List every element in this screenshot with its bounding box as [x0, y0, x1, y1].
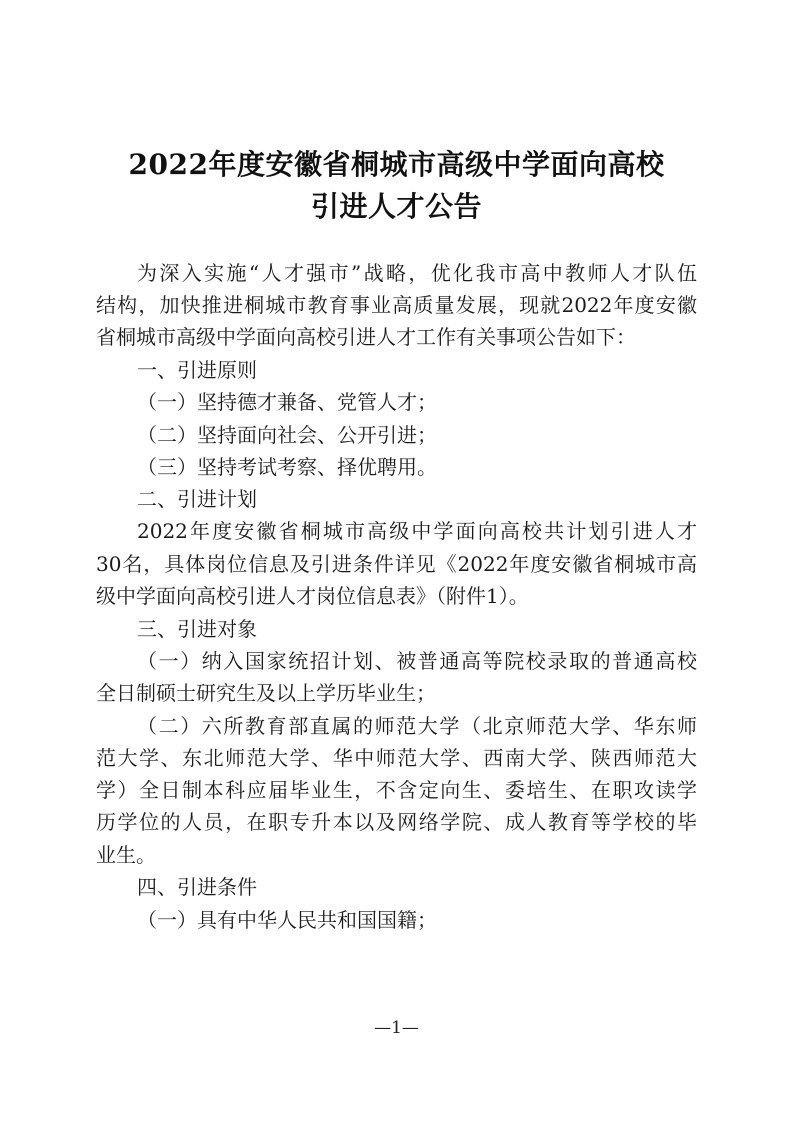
list-item: （一）坚持德才兼备、党管人才；	[137, 390, 437, 414]
document-title-line-1: 2022年度安徽省桐城市高级中学面向高校	[128, 148, 665, 181]
section-heading: 一、引进原则	[137, 358, 257, 382]
paragraph-line: 级中学面向高校引进人才岗位信息表》（附件1）。	[96, 584, 529, 608]
intro-paragraph-line: 结构，加快推进桐城市教育事业高质量发展，现就2022年度安徽	[96, 293, 697, 317]
intro-paragraph-line: 为深入实施“人才强市”战略，优化我市高中教师人才队伍	[137, 261, 697, 285]
paragraph-line: （二）六所教育部直属的师范大学（北京师范大学、华东师	[137, 714, 697, 738]
paragraph-line: 范大学、东北师范大学、华中师范大学、西南大学、陕西师范大	[96, 746, 697, 770]
paragraph-line: 历学位的人员，在职专升本以及网络学院、成人教育等学校的毕	[96, 810, 697, 834]
section-heading: 三、引进对象	[137, 617, 257, 641]
paragraph-line: 全日制硕士研究生及以上学历毕业生；	[96, 681, 436, 705]
list-item: （二）坚持面向社会、公开引进；	[137, 423, 437, 447]
list-item: （三）坚持考试考察、择优聘用。	[137, 455, 437, 479]
document-title-line-2: 引进人才公告	[310, 190, 482, 223]
paragraph-line: 2022年度安徽省桐城市高级中学面向高校共计划引进人才	[137, 519, 697, 543]
section-heading: 四、引进条件	[137, 875, 257, 899]
paragraph-line: 30名，具体岗位信息及引进条件详见《2022年度安徽省桐城市高	[96, 552, 697, 576]
section-heading: 二、引进计划	[137, 487, 257, 511]
paragraph-line: 学）全日制本科应届毕业生，不含定向生、委培生、在职攻读学	[96, 778, 697, 802]
page-number: —1—	[374, 1018, 419, 1038]
paragraph-line: （一）纳入国家统招计划、被普通高等院校录取的普通高校	[137, 649, 697, 673]
list-item: （一）具有中华人民共和国国籍；	[137, 908, 437, 932]
intro-paragraph-line: 省桐城市高级中学面向高校引进人才工作有关事项公告如下：	[96, 325, 636, 349]
paragraph-line: 业生。	[96, 843, 156, 867]
